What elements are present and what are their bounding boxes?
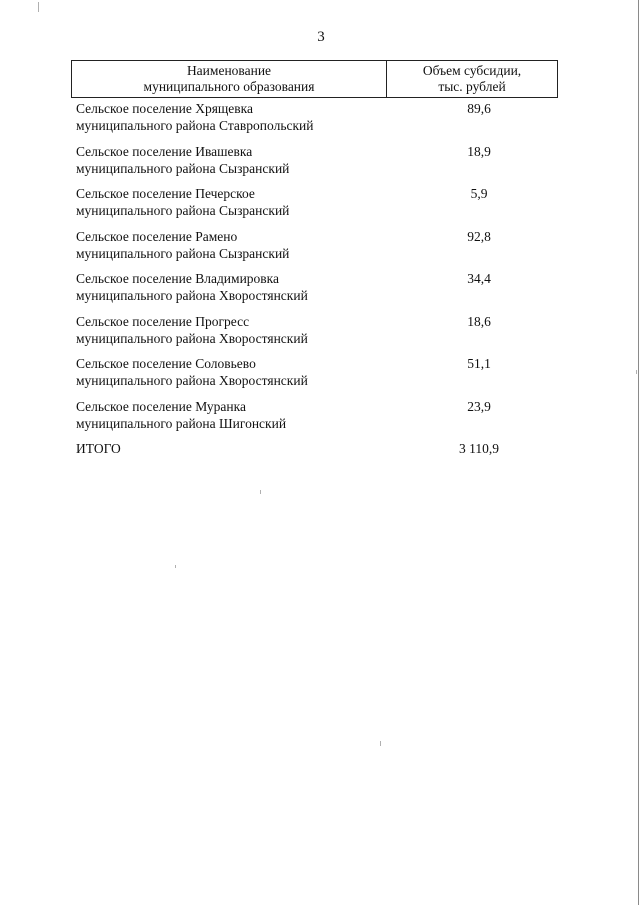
table-row xyxy=(76,270,556,313)
row-name-line1: Сельское поселение Муранка xyxy=(76,398,246,414)
row-name-line1: Сельское поселение Печерское xyxy=(76,186,255,201)
row-value: 51,1 xyxy=(467,356,491,371)
header-name-cell xyxy=(72,61,387,97)
table-row xyxy=(76,228,556,271)
row-name-line2: муниципального района Сызранский xyxy=(76,245,290,261)
table-body xyxy=(76,100,556,440)
scan-speck xyxy=(175,565,176,568)
row-name-line2: муниципального района Ставропольский xyxy=(76,118,314,133)
row-name xyxy=(76,270,396,304)
header-amount-line2: тыс. рублей xyxy=(438,79,506,94)
row-name-line2: муниципального района Хворостянский xyxy=(76,373,308,388)
row-name xyxy=(76,355,396,389)
row-value: 18,9 xyxy=(467,143,491,159)
scan-speck xyxy=(260,490,261,494)
row-name-line2: муниципального района Сызранский xyxy=(76,160,290,176)
row-name-line1: Сельское поселение Ивашевка xyxy=(76,143,253,159)
row-name-line1: Сельское поселение Рамено xyxy=(76,228,238,244)
scan-speck xyxy=(636,370,637,374)
row-name-line1: Сельское поселение Владимировка xyxy=(76,271,280,286)
row-name xyxy=(76,185,396,219)
page-edge xyxy=(638,0,639,905)
row-name-line2: муниципального района Шигонский xyxy=(76,415,287,431)
row-name-line1: Сельское поселение Прогресс xyxy=(76,313,250,329)
row-value: 89,6 xyxy=(467,101,491,116)
row-name-line2: муниципального района Хворостянский xyxy=(76,288,308,303)
table-row xyxy=(76,355,556,398)
table-row xyxy=(76,398,556,441)
header-amount-line1: Объем субсидии, xyxy=(422,63,522,78)
row-name xyxy=(76,228,396,262)
row-value: 92,8 xyxy=(467,228,491,244)
table-row xyxy=(76,185,556,228)
table-row xyxy=(76,100,556,143)
total-row xyxy=(76,440,556,460)
row-name xyxy=(76,100,396,134)
row-value: 34,4 xyxy=(467,271,491,286)
row-name-line1: Сельское поселение Хрящевка xyxy=(76,101,254,116)
row-value: 18,6 xyxy=(467,313,491,329)
total-value: 3 110,9 xyxy=(459,441,499,456)
total-label: ИТОГО xyxy=(76,441,121,456)
row-name-line1: Сельское поселение Соловьево xyxy=(76,356,256,371)
page-number: 3 xyxy=(317,29,325,45)
table-row xyxy=(76,143,556,186)
scan-speck xyxy=(380,741,381,746)
row-value: 5,9 xyxy=(470,186,488,201)
row-name xyxy=(76,313,396,347)
header-amount-cell xyxy=(387,61,557,97)
row-name xyxy=(76,143,396,177)
row-value: 23,9 xyxy=(467,398,491,414)
row-name-line2: муниципального района Хворостянский xyxy=(76,330,308,346)
table-header xyxy=(71,60,558,98)
table-row xyxy=(76,313,556,356)
row-name xyxy=(76,398,396,432)
scan-speck xyxy=(38,2,39,12)
row-name-line2: муниципального района Сызранский xyxy=(76,203,290,218)
header-name-line2: муниципального образования xyxy=(143,79,315,94)
header-name-line1: Наименование xyxy=(186,63,272,78)
